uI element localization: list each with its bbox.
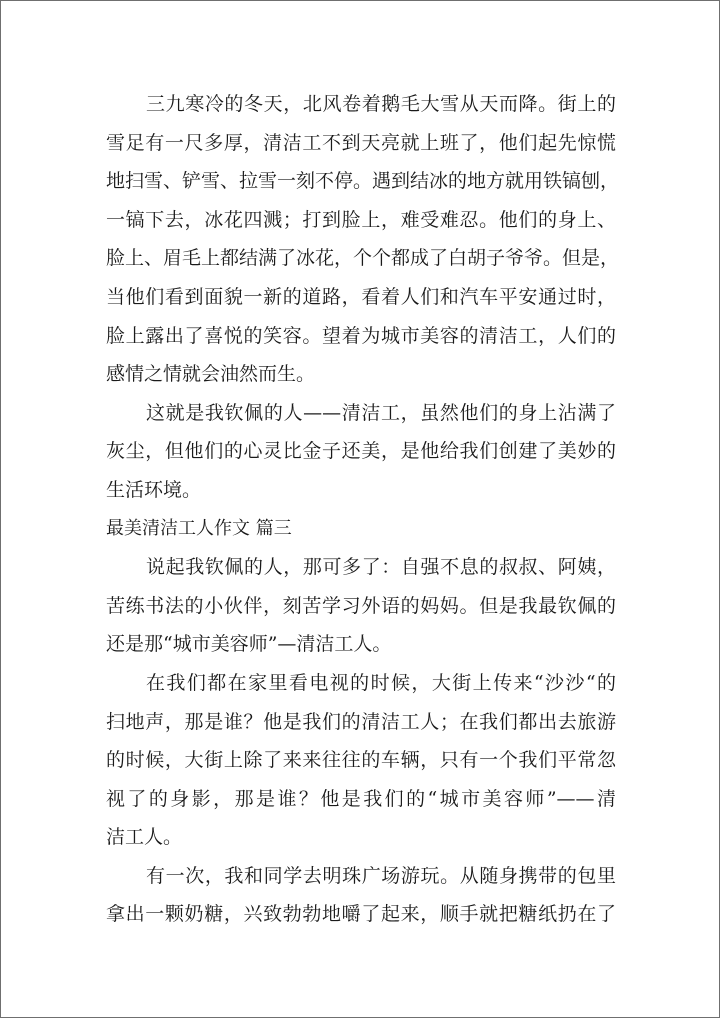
text-line: 视了的身影，那是谁？他是我们的“城市美容师”——清 — [106, 787, 616, 810]
text-line: 的时候，大街上除了来来往往的车辆，只有一个我们平常忽 — [106, 749, 616, 772]
text-line: 一镐下去，冰花四溅；打到脸上，难受难忍。他们的身上、 — [106, 208, 616, 231]
text-line: 有一次，我和同学去明珠广场游玩。从随身携带的包里 — [146, 864, 616, 887]
text-line: 还是那“城市美容师”—清洁工人。 — [106, 633, 392, 656]
text-line: 地扫雪、铲雪、拉雪一刻不停。遇到结冰的地方就用铁镐刨， — [106, 170, 620, 193]
text-line: 脸上露出了喜悦的笑容。望着为城市美容的清洁工，人们的 — [106, 324, 616, 347]
text-line: 雪足有一尺多厚，清洁工不到天亮就上班了，他们起先惊慌 — [106, 131, 616, 154]
text-line: 说起我钦佩的人，那可多了：自强不息的叔叔、阿姨， — [146, 556, 616, 579]
text-line: 三九寒冷的冬天，北风卷着鹅毛大雪从天而降。街上的 — [146, 93, 616, 115]
text-line: 苦练书法的小伙伴，刻苦学习外语的妈妈。但是我最钦佩的 — [106, 594, 616, 617]
text-line: 洁工人。 — [106, 826, 183, 849]
text-line: 感情之情就会油然而生。 — [106, 363, 316, 386]
text-line: 扫地声，那是谁？他是我们的清洁工人；在我们都出去旅游 — [106, 710, 616, 733]
text-line: 当他们看到面貌一新的道路，看着人们和汽车平安通过时， — [106, 285, 616, 308]
text-line: 灰尘，但他们的心灵比金子还美，是他给我们创建了美妙的 — [106, 440, 616, 463]
section-heading: 最美清洁工人作文 篇三 — [106, 517, 292, 539]
text-line: 在我们都在家里看电视的时候，大街上传来“沙沙“的 — [146, 671, 616, 694]
text-line: 拿出一颗奶糖，兴致勃勃地嚼了起来，顺手就把糖纸扔在了 — [106, 903, 616, 926]
text-line: 这就是我钦佩的人——清洁工，虽然他们的身上沾满了 — [146, 401, 616, 424]
text-line: 生活环境。 — [106, 478, 202, 501]
text-line: 脸上、眉毛上都结满了冰花，个个都成了白胡子爷爷。但是， — [106, 247, 620, 270]
document-body — [106, 85, 620, 934]
